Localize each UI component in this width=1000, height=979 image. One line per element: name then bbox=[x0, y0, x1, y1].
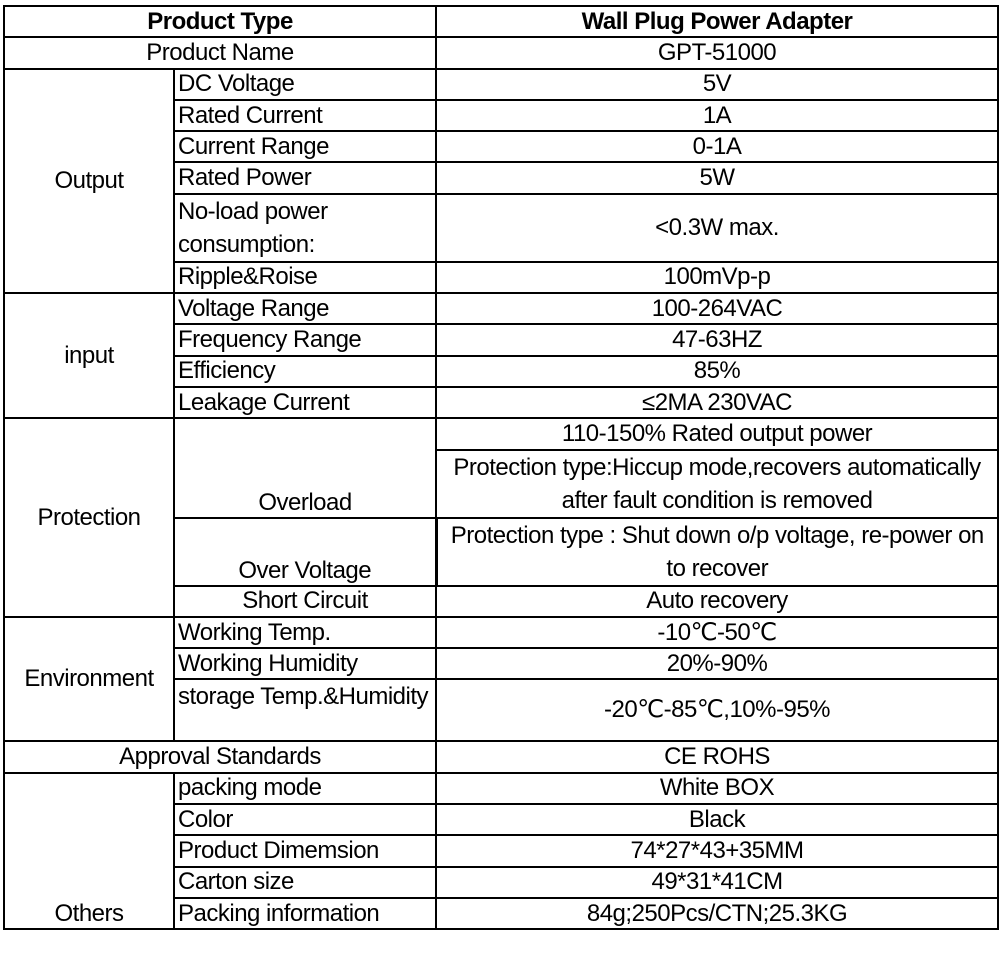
short-circuit-value: Auto recovery bbox=[436, 586, 998, 617]
environment-label: Working Humidity bbox=[174, 648, 436, 679]
table-row bbox=[4, 773, 998, 804]
protection-group-label: Protection bbox=[4, 418, 174, 617]
output-value: 0-1A bbox=[436, 131, 998, 162]
others-value: Black bbox=[436, 804, 998, 835]
table-row bbox=[4, 293, 998, 324]
environment-value: -20℃-85℃,10%-95% bbox=[436, 679, 998, 741]
output-label: Current Range bbox=[174, 131, 436, 162]
environment-label: Working Temp. bbox=[174, 617, 436, 648]
input-label: Frequency Range bbox=[174, 324, 436, 355]
output-label: No-load power consumption: bbox=[174, 194, 436, 262]
environment-value: -10℃-50℃ bbox=[436, 617, 998, 648]
others-value: White BOX bbox=[436, 773, 998, 804]
table-row bbox=[4, 617, 998, 648]
table-row bbox=[4, 741, 998, 772]
output-value: 5V bbox=[436, 69, 998, 100]
output-label: Rated Power bbox=[174, 162, 436, 193]
product-name-value: GPT-51000 bbox=[436, 37, 998, 68]
output-label: DC Voltage bbox=[174, 69, 436, 100]
table-row bbox=[4, 37, 998, 68]
spec-table bbox=[3, 5, 999, 930]
input-label: Efficiency bbox=[174, 356, 436, 387]
others-label: Color bbox=[174, 804, 436, 835]
output-label: Rated Current bbox=[174, 100, 436, 131]
input-value: 100-264VAC bbox=[436, 293, 998, 324]
input-group-label: input bbox=[4, 293, 174, 418]
table-row bbox=[4, 69, 998, 100]
others-label: Product Dimemsion bbox=[174, 835, 436, 866]
approval-label: Approval Standards bbox=[4, 741, 436, 772]
others-label: Carton size bbox=[174, 867, 436, 898]
output-value: 5W bbox=[436, 162, 998, 193]
header-product-value: Wall Plug Power Adapter bbox=[436, 6, 998, 37]
environment-label: storage Temp.&Humidity bbox=[174, 679, 436, 741]
others-value: 49*31*41CM bbox=[436, 867, 998, 898]
product-name-label: Product Name bbox=[4, 37, 436, 68]
input-value: 85% bbox=[436, 356, 998, 387]
overload-label: Overload bbox=[174, 418, 436, 517]
others-group-label: Others bbox=[4, 773, 174, 929]
approval-value: CE ROHS bbox=[436, 741, 998, 772]
input-label: Leakage Current bbox=[174, 387, 436, 418]
environment-group-label: Environment bbox=[4, 617, 174, 742]
input-value: 47-63HZ bbox=[436, 324, 998, 355]
environment-value: 20%-90% bbox=[436, 648, 998, 679]
overload-value-2: Protection type:Hiccup mode,recovers automatically after fault condition is removed bbox=[436, 450, 998, 518]
output-label: Ripple&Roise bbox=[174, 262, 436, 293]
table-row bbox=[4, 418, 998, 449]
header-row bbox=[4, 6, 998, 37]
output-value: 1A bbox=[436, 100, 998, 131]
over-voltage-label: Over Voltage bbox=[174, 518, 436, 586]
input-label: Voltage Range bbox=[174, 293, 436, 324]
header-product-type: Product Type bbox=[4, 6, 436, 37]
overload-value-1: 110-150% Rated output power bbox=[436, 418, 998, 449]
output-group-label: Output bbox=[4, 69, 174, 293]
others-value: 74*27*43+35MM bbox=[436, 835, 998, 866]
others-label: packing mode bbox=[174, 773, 436, 804]
over-voltage-value: Protection type : Shut down o/p voltage, re-power on to recover bbox=[436, 518, 998, 586]
others-value: 84g;250Pcs/CTN;25.3KG bbox=[436, 898, 998, 929]
short-circuit-label: Short Circuit bbox=[174, 586, 436, 617]
output-value: 100mVp-p bbox=[436, 262, 998, 293]
output-value: <0.3W max. bbox=[436, 194, 998, 262]
input-value: ≤2MA 230VAC bbox=[436, 387, 998, 418]
others-label: Packing information bbox=[174, 898, 436, 929]
